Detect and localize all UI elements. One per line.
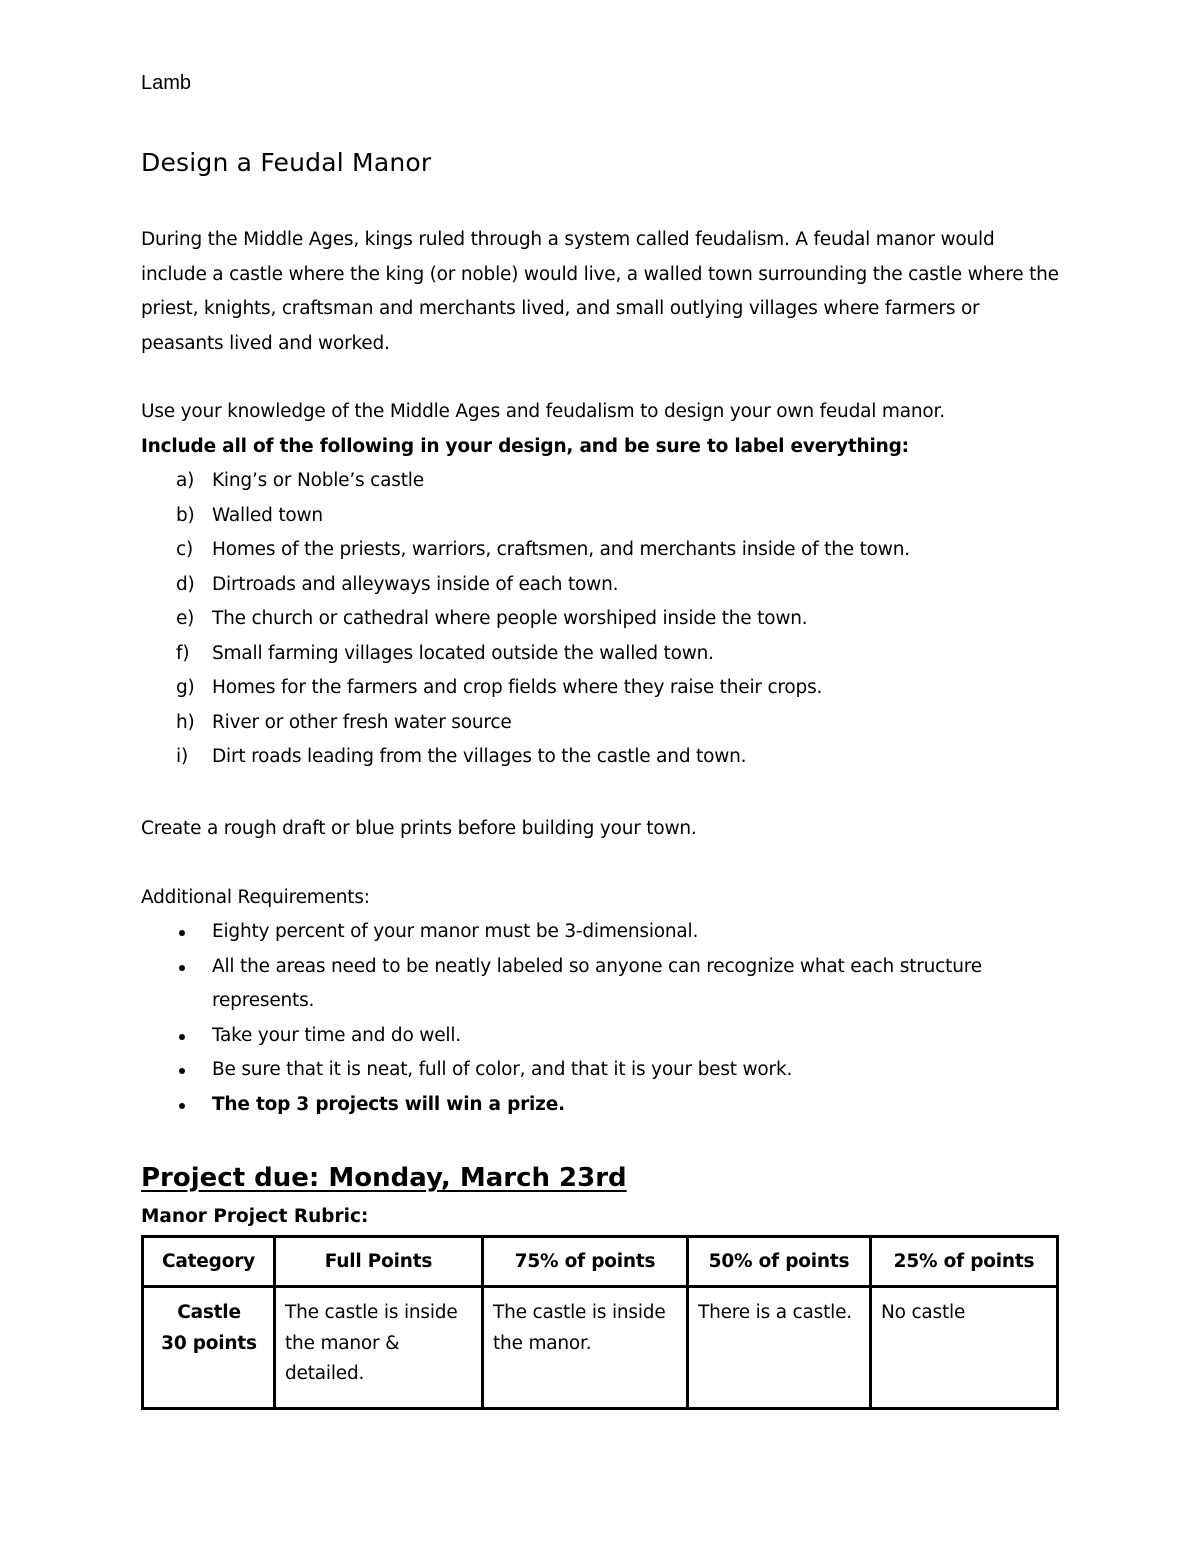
list-item: [141, 464, 910, 499]
list-item: [141, 602, 910, 637]
list-item: [141, 950, 1071, 1019]
intro-paragraph: During the Middle Ages, kings ruled through a system called feudalism. A feudal manor would include a castle where the king (or noble) would live, a walled town surrounding the castle where the priest, knights, craftsman and merchants lived, and small outlying villages where farmers or peasants lived and worked.: [141, 229, 1059, 354]
bullet-icon: [179, 1034, 185, 1040]
include-instruction: Include all of the following in your design, and be sure to label everything:: [141, 436, 909, 457]
full-points-cell: The castle is inside the manor & detailed.: [275, 1287, 483, 1409]
bullet-icon: [179, 1103, 185, 1109]
page-title: Design a Feudal Manor: [141, 148, 432, 177]
use-instruction: Use your knowledge of the Middle Ages and feudalism to design your own feudal manor.: [141, 401, 945, 422]
column-header: 75% of points: [483, 1237, 688, 1287]
table-header-row: [143, 1237, 1058, 1287]
list-item: [141, 706, 910, 741]
author-name: Lamb: [141, 72, 192, 94]
category-name: Castle: [177, 1302, 241, 1323]
list-marker: c): [176, 539, 193, 560]
additional-requirements-list: [141, 915, 1071, 1122]
list-item-text: Homes for the farmers and crop fields where they raise their crops.: [212, 677, 823, 698]
category-points: 30 points: [161, 1332, 257, 1354]
requirements-list: [141, 464, 910, 775]
list-item-text: King’s or Noble’s castle: [212, 470, 424, 491]
category-cell: [143, 1287, 275, 1409]
additional-requirements-heading: Additional Requirements:: [141, 887, 370, 908]
list-item: [141, 1053, 1071, 1088]
list-marker: f): [176, 642, 190, 664]
list-item-text: Be sure that it is neat, full of color, and that it is your best work.: [212, 1059, 793, 1080]
list-marker: h): [176, 711, 195, 733]
list-item: [141, 499, 910, 534]
rubric-title: Manor Project Rubric:: [141, 1206, 369, 1227]
list-item: [141, 1088, 1071, 1123]
50-percent-cell: There is a castle.: [688, 1287, 871, 1409]
column-header: Category: [143, 1237, 275, 1287]
bullet-icon: [179, 965, 185, 971]
list-marker: b): [176, 504, 195, 526]
list-marker: e): [176, 608, 195, 629]
list-item-text: The church or cathedral where people worshiped inside the town.: [212, 608, 808, 629]
list-marker: g): [176, 677, 195, 698]
list-item: [141, 671, 910, 706]
list-item: [141, 533, 910, 568]
list-item-text: Eighty percent of your manor must be 3-dimensional.: [212, 921, 699, 942]
list-marker: i): [176, 746, 188, 767]
list-item-text: Walled town: [212, 504, 323, 526]
list-item: [141, 740, 910, 775]
list-item-text: River or other fresh water source: [212, 711, 512, 733]
list-item-text: Homes of the priests, warriors, craftsmen, and merchants inside of the town.: [212, 539, 910, 560]
bullet-icon: [179, 930, 185, 936]
75-percent-cell: The castle is inside the manor.: [483, 1287, 688, 1409]
list-marker: d): [176, 573, 195, 595]
25-percent-cell: No castle: [871, 1287, 1058, 1409]
list-marker: a): [176, 470, 195, 491]
due-date-heading: Project due: Monday, March 23rd: [141, 1163, 627, 1193]
bullet-icon: [179, 1068, 185, 1074]
list-item-text: Dirt roads leading from the villages to the castle and town.: [212, 746, 747, 767]
list-item: [141, 568, 910, 603]
list-item: [141, 1019, 1071, 1054]
column-header: Full Points: [275, 1237, 483, 1287]
rubric-table: [141, 1235, 1059, 1410]
column-header: 50% of points: [688, 1237, 871, 1287]
list-item: [141, 915, 1071, 950]
draft-instruction: Create a rough draft or blue prints before building your town.: [141, 818, 697, 839]
list-item-text: All the areas need to be neatly labeled so anyone can recognize what each structure represents.: [212, 955, 982, 1011]
list-item-text: Small farming villages located outside the walled town.: [212, 642, 714, 664]
list-item-text: Dirtroads and alleyways inside of each town.: [212, 573, 619, 595]
column-header: 25% of points: [871, 1237, 1058, 1287]
list-item-text: Take your time and do well.: [212, 1024, 461, 1046]
table-row: [143, 1287, 1058, 1409]
list-item: [141, 637, 910, 672]
list-item-text: The top 3 projects will win a prize.: [212, 1093, 565, 1115]
